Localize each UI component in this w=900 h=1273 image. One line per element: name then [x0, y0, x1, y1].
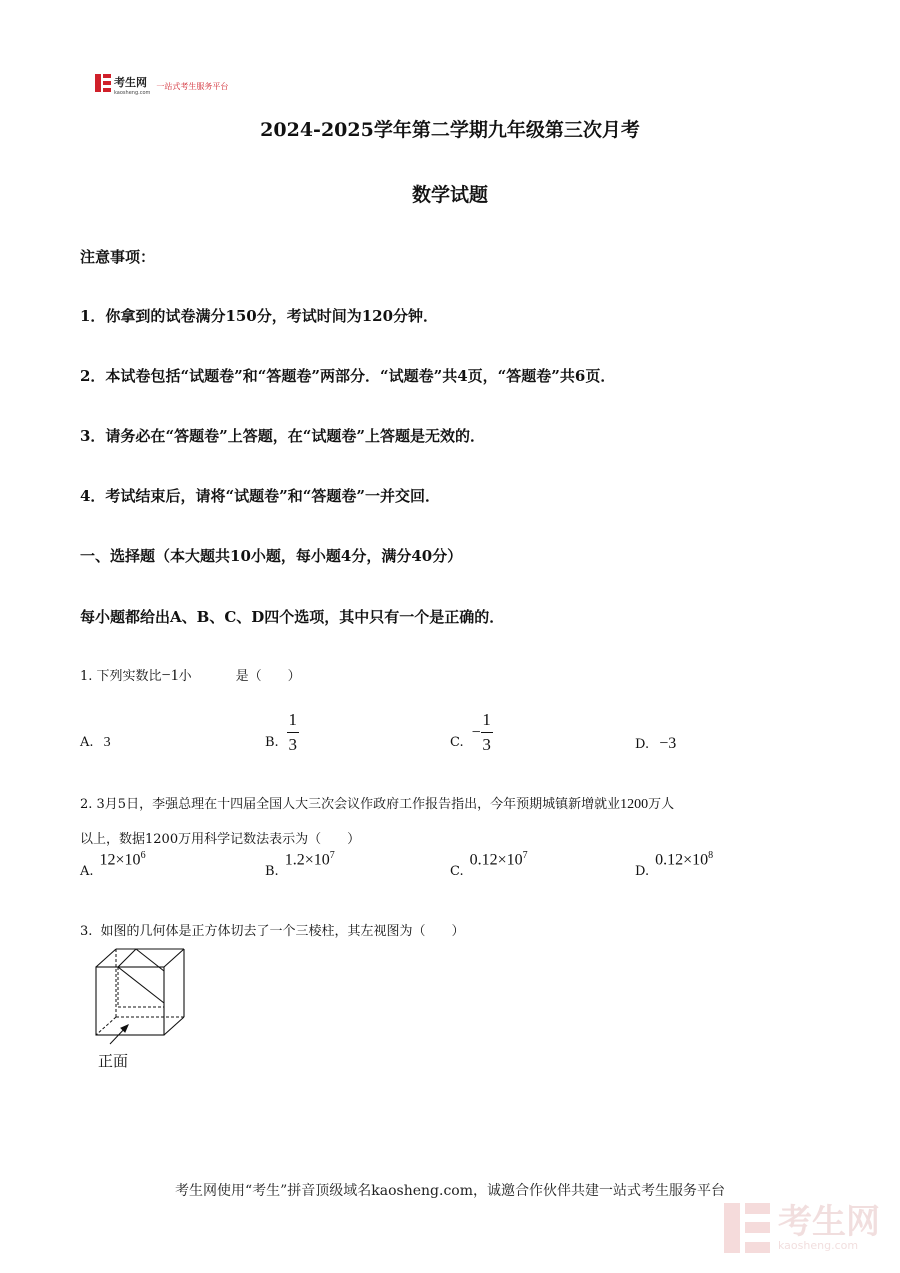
question-3-stem: 3. 如图的几何体是正方体切去了一个三棱柱，其左视图为（ ）	[80, 924, 465, 939]
watermark-name: 考生网	[778, 1201, 880, 1242]
q2-option-a[interactable]: A. $12\times 10^6$	[80, 850, 146, 880]
question-2-line-2: 以上，数据1200万用科学记数法表示为（ ）	[80, 832, 361, 847]
watermark	[724, 1203, 880, 1253]
header-logo	[95, 72, 228, 94]
note-item: 1．你拿到的试卷满分150分，考试时间为120分钟．	[80, 307, 439, 325]
question-1-stem	[80, 665, 301, 685]
fraction: $\frac{1}{3}$	[482, 710, 491, 754]
q2-option-d[interactable]: D. $0.12\times 10^8$	[635, 850, 714, 880]
logo-tagline: 一站式考生服务平台	[156, 81, 229, 91]
note-item: 3．请务必在“答题卷”上答题，在“试题卷”上答题是无效的．	[80, 427, 485, 445]
q1-option-d[interactable]: D. −3	[635, 735, 677, 752]
q2-option-c[interactable]: C. $0.12\times 10^7$	[450, 850, 528, 880]
fraction: $\frac{1}{3}$	[288, 710, 297, 754]
q1-prefix: 1. 下列实数比	[80, 669, 162, 684]
notes-heading: 注意事项：	[80, 248, 156, 266]
page-footer: 考生网使用“考生”拼音顶级域名kaosheng.com，诚邀合作伙伴共建一站式考生服务平台	[174, 1183, 726, 1199]
watermark-domain: kaosheng.com	[778, 1238, 859, 1252]
figure-label: 正面	[98, 1052, 129, 1070]
question-2-line-1: 2. 3月5日，李强总理在十四届全国人大三次会议作政府工作报告指出，今年预期城镇新增就业1200万人	[80, 797, 675, 812]
note-item: 2．本试卷包括“试题卷”和“答题卷”两部分．“试题卷”共4页，“答题卷”共6页．	[80, 367, 616, 385]
q1-math: −1	[161, 667, 179, 684]
cube-figure	[88, 945, 188, 1045]
watermark-logo-icon	[724, 1203, 770, 1253]
logo-mark-icon	[95, 74, 111, 92]
logo-name: 考生网	[114, 75, 147, 89]
q2-option-b[interactable]: B. $1.2\times 10^7$	[265, 850, 335, 880]
section-instruction: 每小题都给出A、B、C、D四个选项，其中只有一个是正确的．	[80, 608, 505, 626]
section-heading: 一、选择题（本大题共10小题，每小题4分，满分40分）	[80, 547, 463, 565]
q1-option-b[interactable]: B. $\frac{1}{3}$	[265, 710, 297, 754]
page-title: 2024-2025学年第二学期九年级第三次月考	[260, 119, 640, 141]
q1-option-a[interactable]: A. 3	[80, 735, 111, 750]
note-item: 4．考试结束后，请将“试题卷”和“答题卷”一并交回．	[80, 487, 440, 505]
page-subtitle: 数学试题	[411, 184, 488, 206]
q1-option-c[interactable]: C. − $\frac{1}{3}$	[450, 710, 491, 754]
q1-suffix: 是（ ）	[235, 669, 301, 684]
q1-mid: 小	[178, 669, 192, 684]
logo-domain: kaosheng.com	[114, 89, 151, 96]
